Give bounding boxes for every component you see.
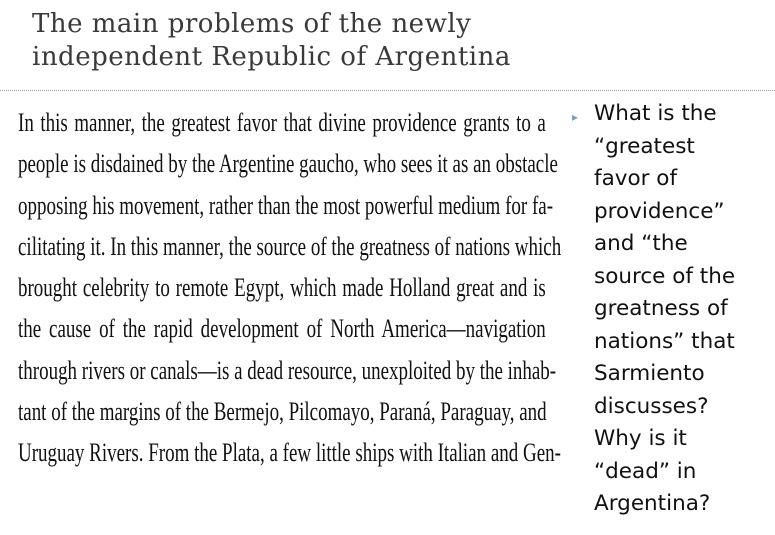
excerpt-line: the cause of the rapid development of North America—navigation: [18, 314, 546, 344]
excerpt-line: brought celebrity to remote Egypt, which made Holland great and is: [18, 273, 546, 303]
bullet-question-text: What is the “greatest favor of providence” and “the source of the greatness of nations” that Sarmiento discusses? Why is it “dead” in Argentina?: [594, 101, 736, 516]
excerpt-line: Uruguay Rivers. From the Plata, a few little ships with Italian and Gen-: [18, 438, 561, 468]
excerpt-line: cilitating it. In this manner, the source of the greatness of nations which: [18, 231, 562, 261]
slide-title: The main problems of the newly independent Republic of Argentina: [32, 9, 511, 72]
excerpt-line: through rivers or canals—is a dead resource, unexploited by the inhab-: [18, 355, 557, 385]
excerpt-line: In this manner, the greatest favor that divine providence grants to a: [18, 108, 546, 137]
triangle-bullet-icon: ▸: [572, 110, 579, 124]
scanned-text-excerpt: [18, 102, 562, 474]
excerpt-line: opposing his movement, rather than the most powerful medium for fa-: [18, 190, 554, 220]
excerpt-line: tant of the margins of the Bermejo, Pilcomayo, Paraná, Paraguay, and: [18, 397, 547, 427]
title-divider: [0, 90, 775, 91]
excerpt-line: people is disdained by the Argentine gaucho, who sees it as an obstacle: [18, 149, 558, 179]
